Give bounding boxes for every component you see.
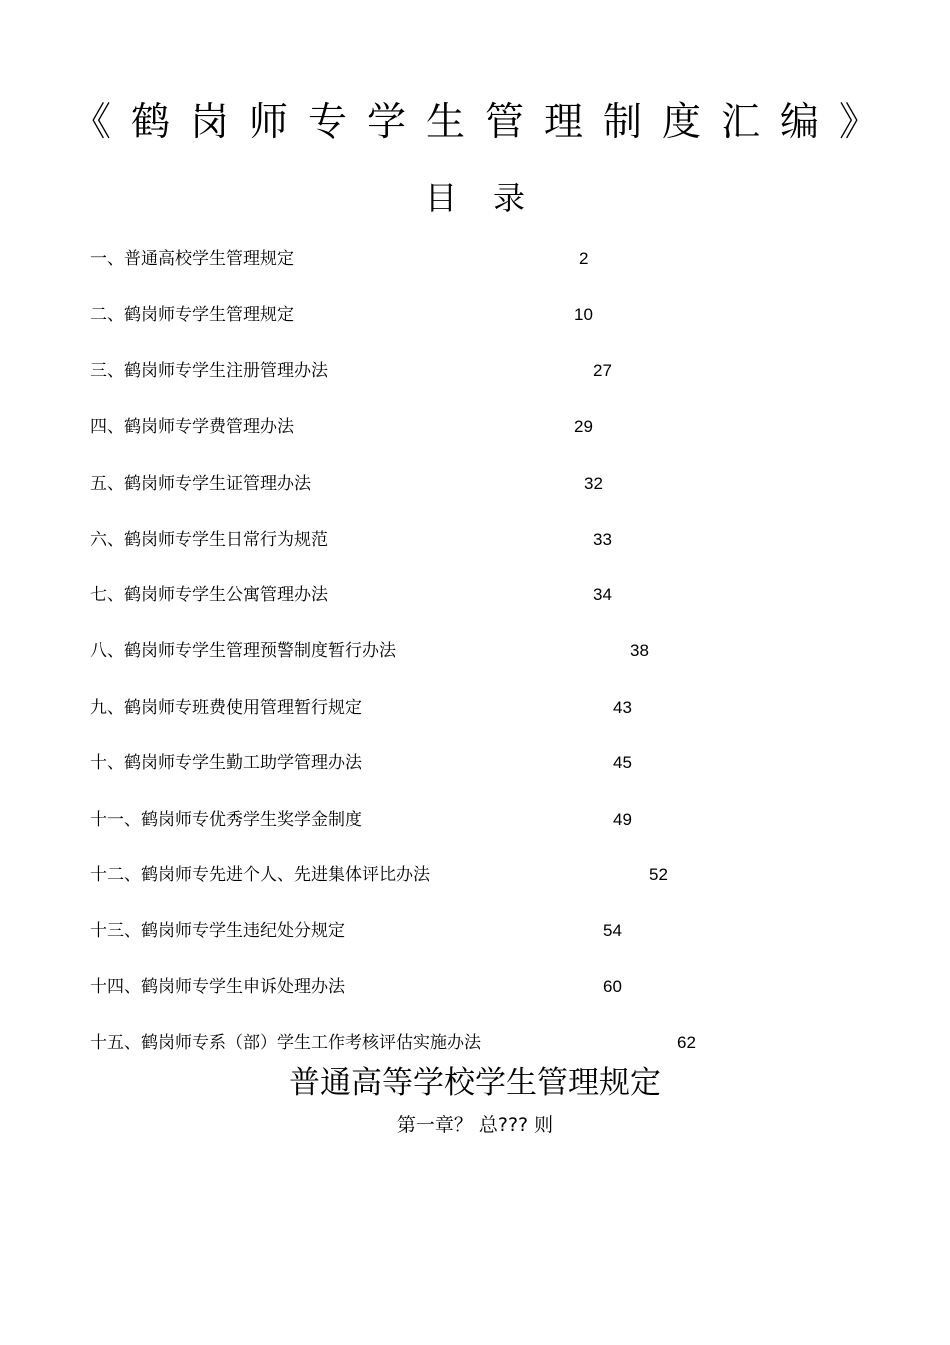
toc-entry-label: 八、鹤岗师专学生管理预警制度暂行办法 [90,641,396,661]
toc-entry-page: 54 [603,921,622,940]
toc-entry[interactable] [0,471,950,497]
chapter-title: 第一章？ 总??? 则 [396,1114,554,1136]
toc-entry-page: 29 [574,417,593,436]
toc-entry[interactable] [0,582,950,608]
toc-entry-page: 52 [649,865,668,884]
toc-entry-label: 一、普通高校学生管理规定 [90,249,294,269]
toc-entry-page: 33 [593,530,612,549]
toc-entry[interactable] [0,695,950,721]
toc-entry-page: 32 [584,474,603,493]
toc-entry[interactable] [0,750,950,776]
toc-entry[interactable] [0,918,950,944]
toc-entry[interactable] [0,974,950,1000]
toc-entry[interactable] [0,807,950,833]
toc-entry-page: 45 [613,753,632,772]
toc-entry-label: 六、鹤岗师专学生日常行为规范 [90,530,328,550]
toc-entry[interactable] [0,414,950,440]
toc-entry-page: 60 [603,977,622,996]
toc-entry-label: 十、鹤岗师专学生勤工助学管理办法 [90,753,362,773]
toc-entry-page: 38 [630,641,649,660]
toc-entry[interactable] [0,358,950,384]
toc-entry-label: 十四、鹤岗师专学生申诉处理办法 [90,977,345,997]
toc-entry-label: 七、鹤岗师专学生公寓管理办法 [90,585,328,605]
toc-entry[interactable] [0,1030,950,1056]
toc-entry-page: 10 [574,305,593,324]
toc-entry-label: 十二、鹤岗师专先进个人、先进集体评比办法 [90,865,430,885]
toc-entry-page: 27 [593,361,612,380]
section-title: 普通高等学校学生管理规定 [289,1065,661,1101]
toc-entry-label: 五、鹤岗师专学生证管理办法 [90,474,311,494]
toc-heading: 目录 [424,179,561,217]
toc-entry[interactable] [0,302,950,328]
toc-entry-page: 43 [613,698,632,717]
toc-entry[interactable] [0,862,950,888]
document-title: 《鹤岗师专学生管理制度汇编》 [71,100,898,145]
toc-entry-page: 62 [677,1033,696,1052]
toc-entry-label: 四、鹤岗师专学费管理办法 [90,417,294,437]
toc-entry-page: 34 [593,585,612,604]
toc-entry[interactable] [0,638,950,664]
toc-entry-label: 二、鹤岗师专学生管理规定 [90,305,294,325]
toc-entry-page: 2 [579,249,589,268]
toc-entry[interactable] [0,527,950,553]
toc-entry-label: 十三、鹤岗师专学生违纪处分规定 [90,921,345,941]
toc-entry-page: 49 [613,810,632,829]
toc-entry-label: 三、鹤岗师专学生注册管理办法 [90,361,328,381]
toc-entry-label: 十五、鹤岗师专系（部）学生工作考核评估实施办法 [90,1033,481,1053]
toc-entry-label: 十一、鹤岗师专优秀学生奖学金制度 [90,810,362,830]
toc-entry[interactable] [0,246,950,272]
toc-entry-label: 九、鹤岗师专班费使用管理暂行规定 [90,698,362,718]
